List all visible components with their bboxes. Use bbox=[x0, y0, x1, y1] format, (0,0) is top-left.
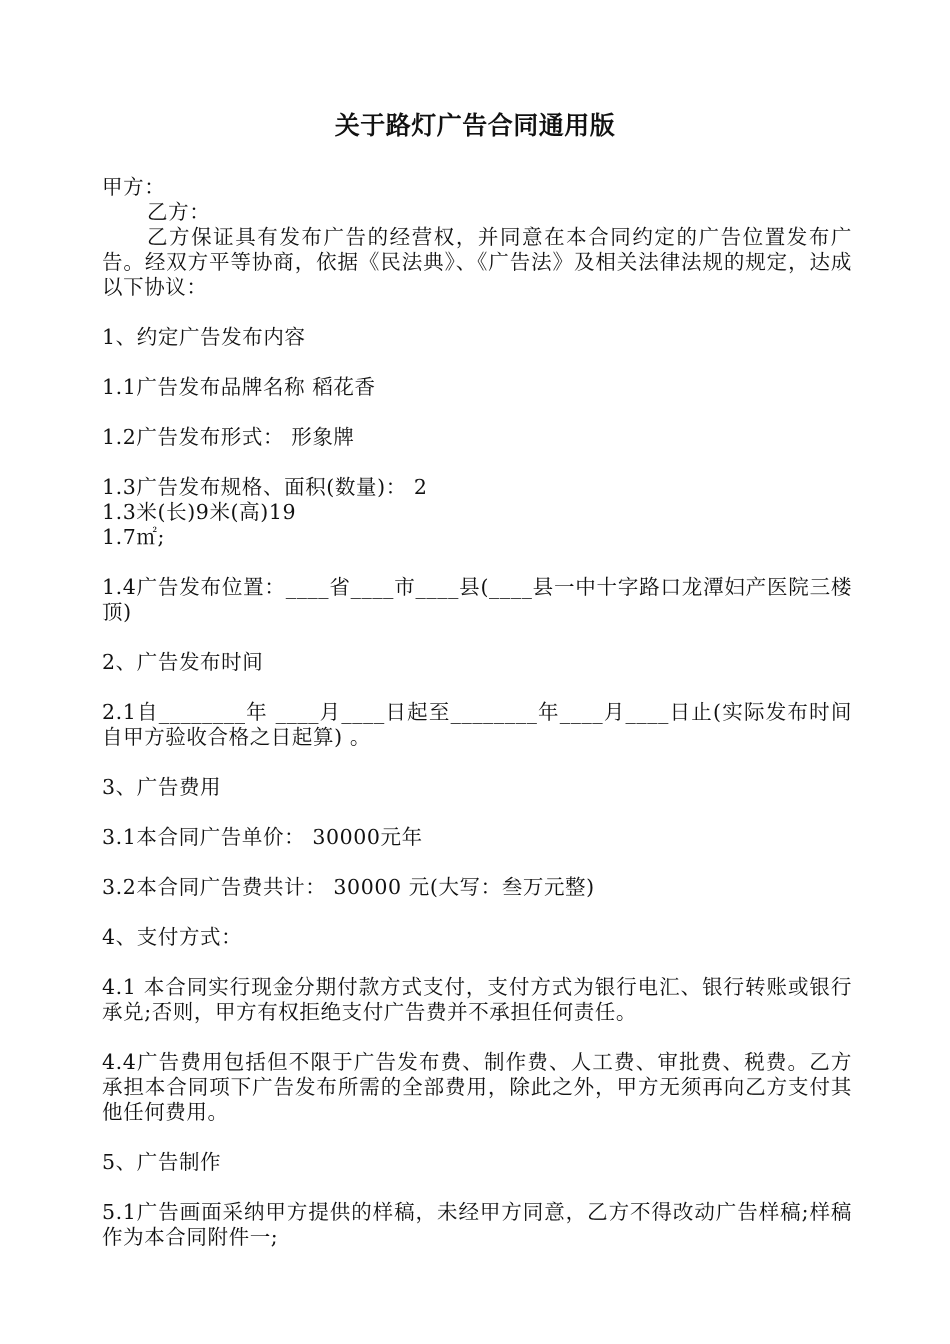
clause-5-1: 5.1广告画面采纳甲方提供的样稿，未经甲方同意，乙方不得改动广告样稿;样稿作为本合同附件一; bbox=[102, 1200, 852, 1249]
clause-1-3-area: 1.7㎡; bbox=[102, 525, 166, 549]
section-2-heading: 2、广告发布时间 bbox=[102, 650, 264, 674]
document-title: 关于路灯广告合同通用版 bbox=[334, 111, 616, 140]
clause-1-3: 1.3广告发布规格、面积(数量)： 2 bbox=[102, 475, 428, 499]
clause-1-4: 1.4广告发布位置：____省____市____县(____县一中十字路口龙潭妇产医院三楼顶) bbox=[102, 575, 852, 624]
party-a-line: 甲方： bbox=[102, 175, 166, 199]
section-5-heading: 5、广告制作 bbox=[102, 1150, 222, 1174]
clause-1-2: 1.2广告发布形式： 形象牌 bbox=[102, 425, 355, 449]
clause-1-1: 1.1广告发布品牌名称 稻花香 bbox=[102, 375, 376, 399]
section-4-heading: 4、支付方式： bbox=[102, 925, 243, 949]
section-3-heading: 3、广告费用 bbox=[102, 775, 222, 799]
clause-3-1: 3.1本合同广告单价： 30000元年 bbox=[102, 825, 423, 849]
clause-1-3-size: 1.3米(长)9米(高)19 bbox=[102, 500, 297, 524]
section-1-heading: 1、约定广告发布内容 bbox=[102, 325, 306, 349]
clause-3-2: 3.2本合同广告费共计： 30000 元(大写：叁万元整) bbox=[102, 875, 595, 899]
party-b-line: 乙方： bbox=[147, 200, 211, 224]
clause-4-1: 4.1 本合同实行现金分期付款方式支付，支付方式为银行电汇、银行转账或银行承兑;否则，甲方有权拒绝支付广告费并不承担任何责任。 bbox=[102, 975, 852, 1024]
document-body bbox=[102, 175, 852, 1250]
intro-paragraph: 乙方保证具有发布广告的经营权，并同意在本合同约定的广告位置发布广告。经双方平等协商，依据《民法典》、《广告法》及相关法律法规的规定，达成以下协议： bbox=[102, 225, 852, 299]
clause-4-4: 4.4广告费用包括但不限于广告发布费、制作费、人工费、审批费、税费。乙方承担本合同项下广告发布所需的全部费用，除此之外，甲方无须再向乙方支付其他任何费用。 bbox=[102, 1050, 852, 1124]
clause-2-1: 2.1自________年 ____月____日起至________年____月____日止(实际发布时间自甲方验收合格之日起算) 。 bbox=[102, 700, 852, 749]
